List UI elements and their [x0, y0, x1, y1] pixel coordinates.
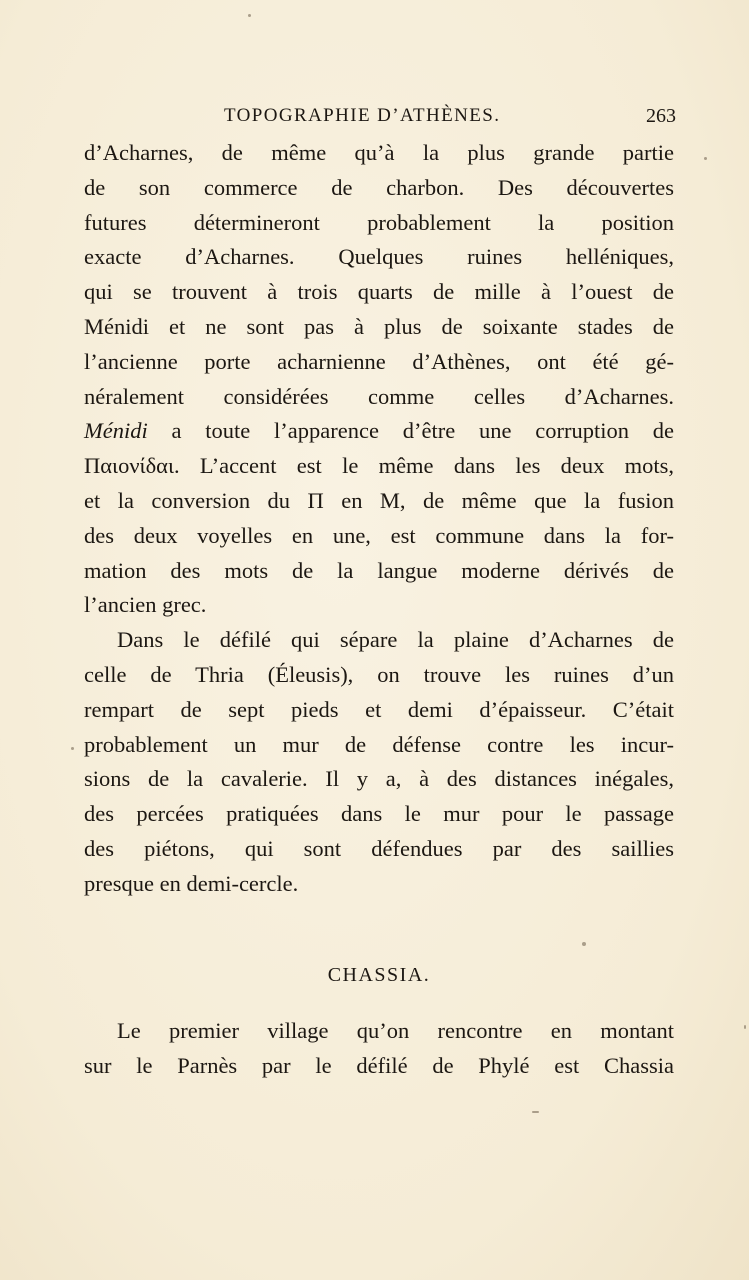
text-line: sur le Parnès par le défilé de Phylé est Chassia: [84, 1052, 674, 1078]
section-heading: CHASSIA.: [327, 964, 431, 986]
running-title: TOPOGRAPHIE D’ATHÈNES.: [224, 105, 501, 126]
text-fragment: a toute l’apparence d’être une corruption de: [147, 418, 674, 444]
text-line: des percées pratiquées dans le mur pour le passage: [84, 801, 674, 827]
section-text: [84, 1014, 674, 1084]
paper-speck: [248, 14, 251, 17]
paper-speck: [532, 1111, 539, 1113]
text-line: Dans le défilé qui sépare la plaine d’Acharnes de: [117, 627, 674, 653]
text-line: futures détermineront probablement la position: [84, 209, 674, 235]
text-line: celle de Thria (Éleusis), on trouve les ruines d’un: [84, 661, 674, 687]
text-line: exacte d’Acharnes. Quelques ruines helléniques,: [84, 244, 674, 270]
text-line: mation des mots de la langue moderne dérivés de: [84, 557, 674, 583]
italic-word: Ménidi: [84, 418, 148, 444]
text-line: qui se trouvent à trois quarts de mille à l’ouest de: [84, 279, 674, 305]
text-line: [84, 414, 674, 449]
text-line: probablement un mur de défense contre les incur-: [84, 731, 674, 757]
text-line: de son commerce de charbon. Des découvertes: [84, 174, 674, 200]
text-line: l’ancien grec.: [84, 592, 207, 618]
text-line: Ménidi et ne sont pas à plus de soixante stades de: [84, 313, 674, 339]
paper-speck: [71, 747, 74, 750]
paper-speck: [704, 157, 707, 160]
text-line: Le premier village qu’on rencontre en montant: [117, 1018, 674, 1043]
text-line: néralement considérées comme celles d’Acharnes.: [84, 383, 674, 409]
main-text: [84, 136, 674, 902]
page-number: 263: [646, 105, 676, 127]
text-line: des deux voyelles en une, est commune dans la for-: [84, 522, 674, 548]
running-head: [84, 101, 676, 131]
text-line: presque en demi-cercle.: [84, 870, 299, 896]
text-line: des piétons, qui sont défendues par des saillies: [84, 835, 674, 861]
paragraph: [84, 136, 674, 623]
paragraph: [84, 623, 674, 901]
paper-speck: [744, 1025, 746, 1029]
text-line: Παιονίδαι. L’accent est le même dans les deux mots,: [84, 453, 674, 479]
text-line: et la conversion du Π en M, de même que la fusion: [84, 487, 674, 513]
text-line: sions de la cavalerie. Il y a, à des distances inégales,: [84, 766, 674, 792]
text-line: rempart de sept pieds et demi d’épaisseur. C’était: [84, 696, 674, 722]
text-line: l’ancienne porte acharnienne d’Athènes, ont été gé-: [84, 348, 674, 374]
text-line: d’Acharnes, de même qu’à la plus grande partie: [84, 140, 674, 165]
paper-speck: [582, 942, 586, 946]
